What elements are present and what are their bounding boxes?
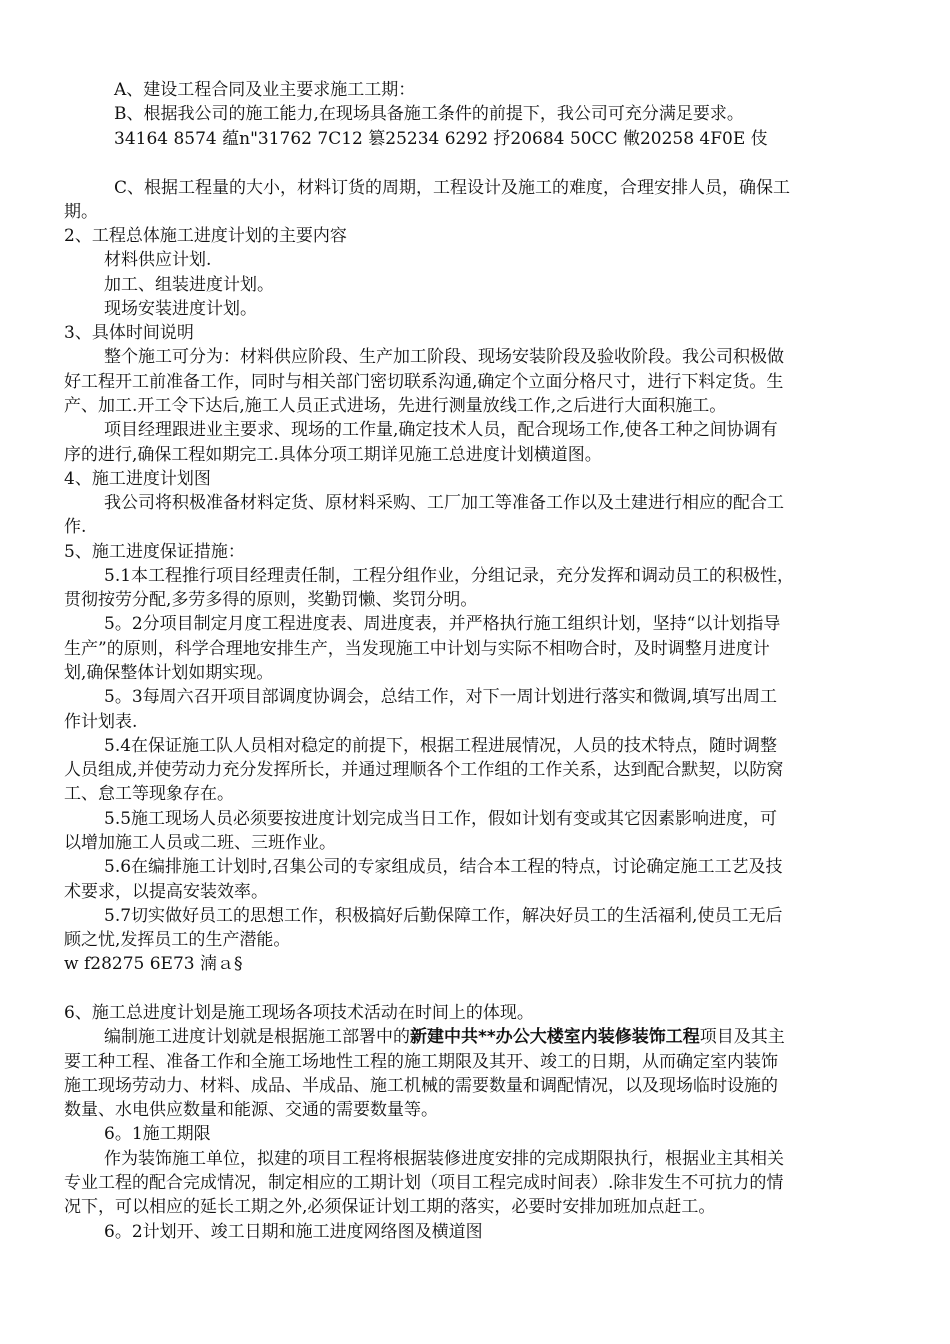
text-line: 产、加工.开工令下达后,施工人员正式进场，先进行测量放线工作,之后进行大面积施工。 [64,396,727,416]
text-line [104,1025,785,1049]
text-segment: 编制施工进度计划就是根据施工部署中的 [104,1027,410,1047]
section-heading: 6、施工总进度计划是施工现场各项技术活动在时间上的体现。 [64,1003,534,1023]
text-line: 术要求，以提高安装效率。 [64,882,268,902]
text-line: 要工种工程、准备工作和全施工场地性工程的施工期限及其开、竣工的日期，从而确定室内装饰 [64,1052,778,1072]
text-line: 作计划表. [64,712,138,732]
text-line: 作为装饰施工单位，拟建的项目工程将根据装修进度安排的完成期限执行，根据业主其相关 [104,1149,784,1169]
text-line: 整个施工可分为：材料供应阶段、生产加工阶段、现场安装阶段及验收阶段。我公司积极做 [104,347,784,367]
garbled-code-line: 34164 8574 蕴n"31762 7C12 篡25234 6292 抒20684 50CC 僌20258 4F0E 伎 [114,129,768,149]
text-line: 5.6在编排施工计划时,召集公司的专家组成员，结合本工程的特点，讨论确定施工工艺及技 [104,857,783,877]
text-line: 项目经理跟进业主要求、现场的工作量,确定技术人员，配合现场工作,使各工种之间协调有 [104,420,778,440]
subsection-heading: 6。2计划开、竣工日期和施工进度网络图及横道图 [104,1222,483,1242]
text-line: 生产”的原则，科学合理地安排生产，当发现施工中计划与实际不相吻合时，及时调整月进度计 [64,639,770,659]
text-line: 5。3每周六召开项目部调度协调会，总结工作，对下一周计划进行落实和微调,填写出周工 [104,687,778,707]
text-line: 顾之忧,发挥员工的生产潜能。 [64,930,291,950]
subsection-heading: 6。1施工期限 [104,1124,211,1144]
text-segment: 项目及其主 [699,1027,785,1047]
section-heading: 3、具体时间说明 [64,323,194,343]
text-line: 期。 [64,202,98,222]
text-line: 我公司将积极准备材料定货、原材料采购、工厂加工等准备工作以及土建进行相应的配合工 [104,493,784,513]
text-line: 序的进行,确保工程如期完工.具体分项工期详见施工总进度计划横道图。 [64,445,602,465]
text-line: 工、怠工等现象存在。 [64,784,234,804]
text-line: 数量、水电供应数量和能源、交通的需要数量等。 [64,1100,438,1120]
text-line: 以增加施工人员或二班、三班作业。 [64,833,336,853]
text-line: 施工现场劳动力、材料、成品、半成品、施工机械的需要数量和调配情况，以及现场临时设施的 [64,1076,778,1096]
section-heading: 4、施工进度计划图 [64,469,211,489]
text-line: C、根据工程量的大小，材料订货的周期，工程设计及施工的难度，合理安排人员，确保工 [114,178,791,198]
text-line: 5.1本工程推行项目经理责任制，工程分组作业，分组记录，充分发挥和调动员工的积极性， [104,566,795,586]
text-line: 作. [64,517,87,537]
text-line: 5。2分项目制定月度工程进度表、周进度表，并严格执行施工组织计划，坚持“以计划指导 [104,614,781,634]
list-item: 材料供应计划. [104,250,212,270]
text-line: 5.4在保证施工队人员相对稳定的前提下，根据工程进展情况，人员的技术特点，随时调整 [104,736,778,756]
section-heading: 5、施工进度保证措施： [64,542,245,562]
text-line: 好工程开工前准备工作，同时与相关部门密切联系沟通,确定个立面分格尺寸，进行下料定货。生 [64,372,784,392]
project-name: 新建中共**办公大楼室内装修装饰工程 [410,1027,700,1047]
text-line: 5.5施工现场人员必须要按进度计划完成当日工作，假如计划有变或其它因素影响进度，可 [104,809,778,829]
text-line: 划,确保整体计划如期实现。 [64,663,274,683]
text-line: 况下，可以相应的延长工期之外,必须保证计划工期的落实，必要时安排加班加点赶工。 [64,1197,716,1217]
text-line: 5.7切实做好员工的思想工作，积极搞好后勤保障工作，解决好员工的生活福利,使员工无后 [104,906,783,926]
list-item: 加工、组装进度计划。 [104,275,274,295]
text-line: A、建设工程合同及业主要求施工工期： [114,80,416,100]
section-heading: 2、工程总体施工进度计划的主要内容 [64,226,347,246]
text-line: 贯彻按劳分配,多劳多得的原则，奖勤罚懒、奖罚分明。 [64,590,478,610]
list-item: 现场安装进度计划。 [104,299,257,319]
garbled-code-line: w f28275 6E73 湳ａ§ [64,954,243,974]
text-line: 专业工程的配合完成情况，制定相应的工期计划（项目工程完成时间表）.除非发生不可抗力的情 [64,1173,784,1193]
text-line: B、根据我公司的施工能力,在现场具备施工条件的前提下，我公司可充分满足要求。 [114,104,744,124]
text-line: 人员组成,并使劳动力充分发挥所长，并通过理顺各个工作组的工作关系，达到配合默契，以防窝 [64,760,784,780]
